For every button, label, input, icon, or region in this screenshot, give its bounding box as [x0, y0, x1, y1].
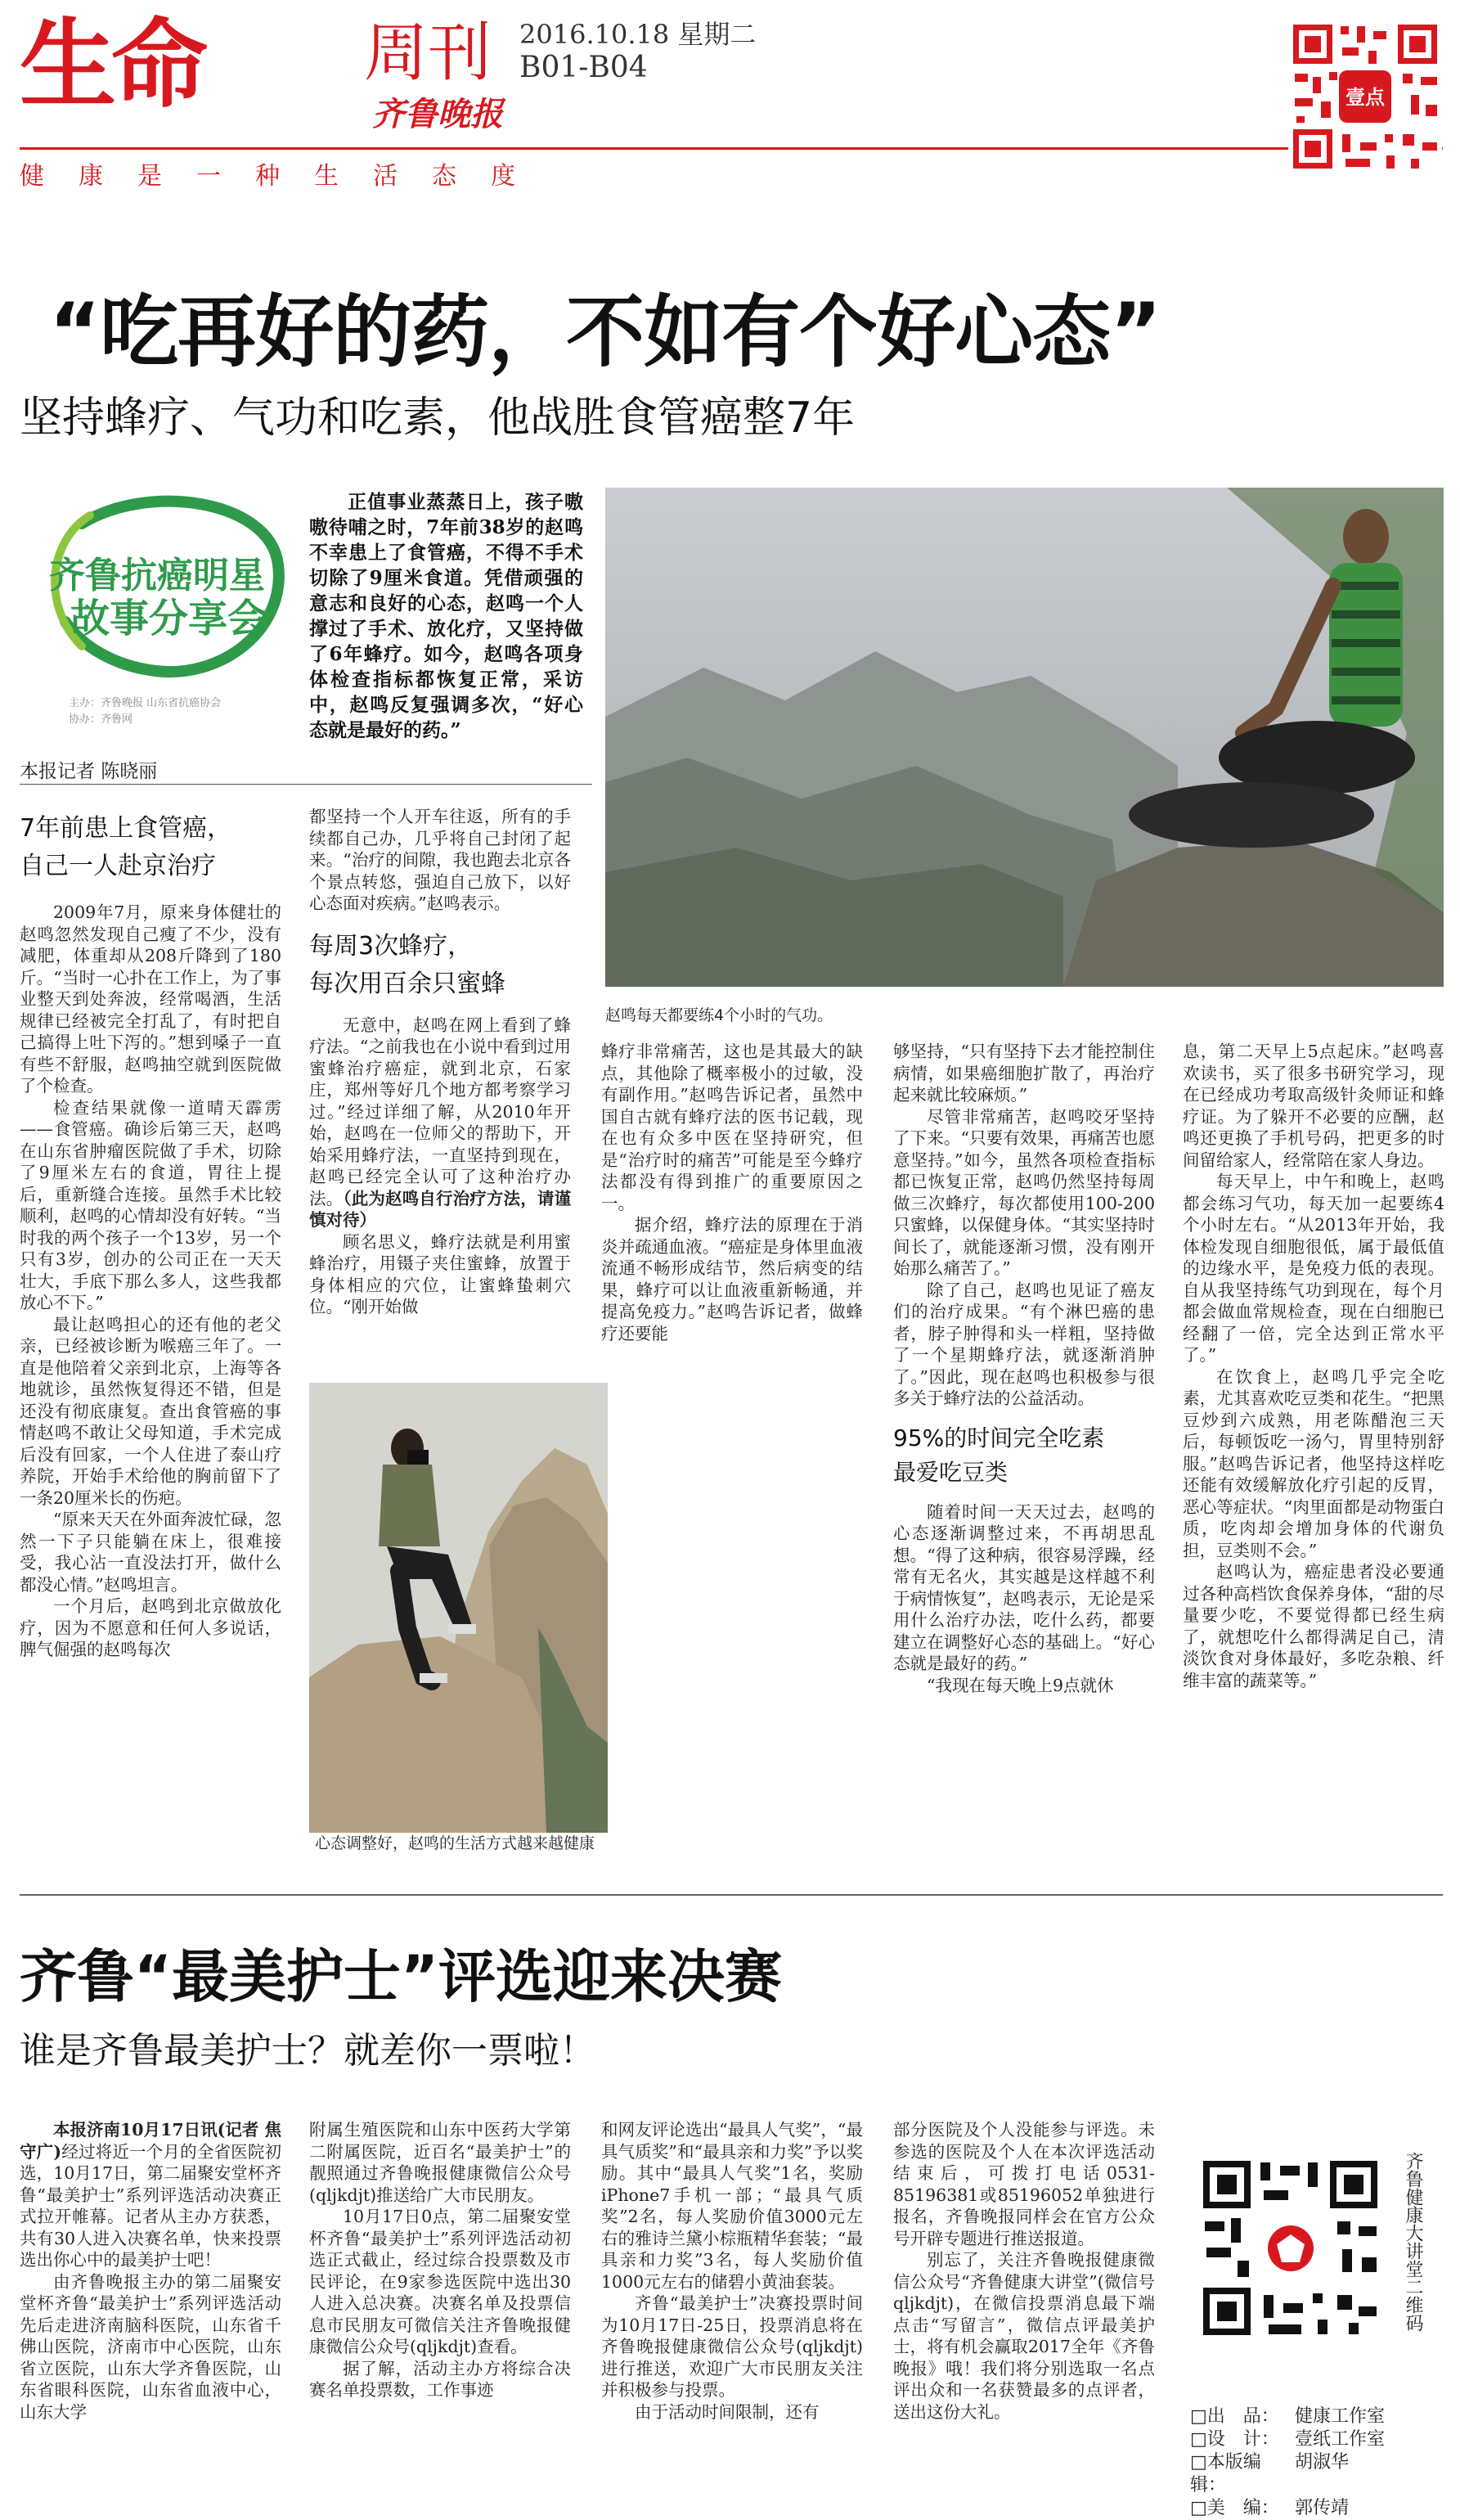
masthead-qr-code[interactable] — [1288, 20, 1442, 173]
paragraph: 顾名思义，蜂疗法就是利用蜜蜂治疗，用镊子夹住蜜蜂，放置于身体相应的穴位，让蜜蜂蛰刺穴位。“刚开始做 — [309, 1231, 571, 1316]
photographer-photo-illustration — [309, 1383, 608, 1833]
section-heading-3b: 最爱吃豆类 — [893, 1458, 1009, 1486]
headline: “吃再好的药，不如有个好心态” — [49, 286, 1161, 378]
credit-key: □美 编： — [1190, 2498, 1279, 2518]
credit-key: □出 品： — [1190, 2406, 1279, 2427]
masthead-weekly: 周刊 — [364, 16, 492, 90]
byline-rule — [20, 784, 592, 785]
paragraph: 由齐鲁晚报主办的第二届聚安堂杯齐鲁“最美护士”系列评选活动先后走进济南脑科医院，山东省千佛山医院，济南市中心医院，山东省立医院，山东大学齐鲁医院，山东省眼科医院，山东省血液中心，山东大学 — [20, 2271, 281, 2422]
paragraph-text: 经过将近一个月的全省医院初选，10月17日，第二届聚安堂杯齐鲁“最美护士”系列评选活动决赛正式拉开帷幕。记者从主办方获悉，共有30人进入决赛名单，快来投票选出你心中的最美护士吧！ — [20, 2141, 282, 2270]
paragraph: 赵鸣认为，癌症患者没必要通过各种高档饮食保养身体，“甜的尽量要少吃，不要觉得都已经生病了，就想吃什么都得满足自己，清淡饮食对身体最好，多吃杂粮、纤维丰富的蔬菜等。” — [1183, 1562, 1444, 1690]
photo2-caption: 心态调整好，赵鸣的生活方式越来越健康 — [315, 1834, 595, 1852]
paragraph: 每天早上，中午和晚上，赵鸣都会练习气功，每天加一起要练4个小时左右。“从2013年开始，我体检发现自细胞很低，属于最低值的边缘水平，是免疫力低的表现。自从我坚持练气功到现在，每个月都会做血常规检查，现在白细胞已经翻了一倍，完全达到正常水平了。” — [1183, 1172, 1444, 1365]
credit-row — [1190, 2451, 1385, 2497]
qr-code-icon — [1288, 20, 1442, 173]
paragraph: 息，第二天早上5点起床。”赵鸣喜欢读书，买了很多书研究学习，现在已经成功考取高级针灸师证和蜂疗证。为了躲开不必要的应酬，赵鸣还更换了手机号码，把更多的时间留给家人，经常陪在家人身边。 — [1183, 1042, 1444, 1170]
section-divider — [20, 1894, 1443, 1896]
paragraph: 除了自己，赵鸣也见证了癌友们的治疗成果。“有个淋巴癌的患者，脖子肿得和头一样粗，坚持做了一个星期蜂疗法，就逐渐消肿了。”因此，现在赵鸣也积极参与很多关于蜂疗法的公益活动。 — [893, 1280, 1155, 1408]
credit-key: □本版编辑： — [1190, 2452, 1261, 2495]
section-heading-2a: 每周3次蜂疗， — [309, 931, 473, 961]
paragraph: 部分医院及个人没能参与评选。未参选的医院及个人在本次评选活动结束后，可拨打电话0531-85196381或85196052单独进行报名，齐鲁晚报同样会在官方公众号开辟专题进行推送报道。 — [893, 2120, 1155, 2248]
paragraph: 随着时间一天天过去，赵鸣的心态逐渐调整过来，不再胡思乱想。“得了这种病，很容易浮躁，经常有无名火，其实越是这样越不利于病情恢复”，赵鸣表示，无论是采用什么治疗办法，吃什么药，都要建立在调整好心态的基础上。“好心态就是最好的药。” — [893, 1501, 1155, 1673]
paragraph: 一个月后，赵鸣到北京做放化疗，因为不愿意和任何人多说话，脾气倔强的赵鸣每次 — [20, 1596, 281, 1659]
subheadline: 坚持蜂疗、气功和吃素，他战胜食管癌整7年 — [20, 394, 856, 443]
qr-badge-label: 壹点 — [1345, 86, 1385, 109]
credit-key: □设 计： — [1190, 2429, 1279, 2450]
paragraph: 附属生殖医院和山东中医药大学第二附属医院，近百名“最美护士”的靓照通过齐鲁晚报健康微信公众号(qljkdjt)推送给广大市民朋友。 — [309, 2120, 571, 2205]
credit-value: 健康工作室 — [1295, 2406, 1386, 2427]
article-column-2 — [309, 806, 571, 1318]
page-credits — [1190, 2405, 1385, 2520]
credit-value: 郭传靖 — [1295, 2498, 1350, 2518]
paragraph: 和网友评论选出“最具人气奖”，“最具气质奖”和“最具亲和力奖”予以奖励。其中“最具人气奖”1名，奖励iPhone7手机一部；“最具气质奖”2名，每人奖励价值3000元左右的雅诗兰黛小棕瓶精华套装；“最具亲和力奖”3名，每人奖励价值1000元左右的储碧小黄油套装。 — [601, 2120, 863, 2292]
paragraph: 2009年7月，原来身体健壮的赵鸣忽然发现自己瘦了不少，没有减肥，体重却从208斤降到了180斤。“当时一心扑在工作上，为了事业整天到处奔波，经常喝酒，生活规律已经被完全打乱了，有时把自己搞得上吐下泻的。”想到嗓子一直有些不舒服，赵鸣抽空就到医院做了个检查。 — [20, 902, 281, 1096]
credit-value: 胡淑华 — [1295, 2452, 1350, 2473]
article-column-4 — [893, 1041, 1155, 1696]
paragraph: 够坚持，“只有坚持下去才能控制住病情，如果癌细胞扩散了，再治疗起来就比较麻烦。” — [893, 1042, 1155, 1105]
byline: 本报记者 陈晓丽 — [20, 761, 158, 782]
section-heading-2b: 每次用百余只蜜蜂 — [309, 969, 505, 998]
anti-cancer-stars-logo — [33, 491, 294, 695]
masthead-rule — [20, 147, 1443, 150]
credit-value: 壹纸工作室 — [1295, 2429, 1386, 2450]
section-heading-3a: 95%的时间完全吃素 — [893, 1424, 1105, 1451]
nurse-subheadline: 谁是齐鲁最美护士？就差你一票啦！ — [20, 2030, 595, 2072]
credit-row — [1190, 2428, 1385, 2451]
article-column-5 — [1183, 1041, 1444, 1691]
section-heading-1a: 7年前患上食管癌， — [20, 814, 232, 843]
paragraph-text: 无意中，赵鸣在网上看到了蜂疗法。“之前我也在小说中看到过用蜜蜂治疗癌症，就到北京，石家庄，郑州等好几个地方都考察学习过。”经过详细了解，从2010年开始，赵鸣在一位师父的帮助下，开始采用蜂疗法，一直坚持到现在，赵鸣已经完全认可了这种治疗办法。 — [309, 1015, 571, 1208]
credit-row — [1190, 2497, 1385, 2520]
paragraph — [20, 2119, 281, 2271]
masthead-pages: B01-B04 — [519, 51, 648, 84]
paragraph: 据了解，活动主办方将综合决赛名单投票数，工作事迹 — [309, 2358, 571, 2400]
article-intro — [309, 489, 583, 743]
paragraph: 尽管非常痛苦，赵鸣咬牙坚持了下来。“只要有效果，再痛苦也愿意坚持。”如今，虽然各项检查指标都已恢复正常，赵鸣仍然坚持每周做三次蜂疗，每次都使用100-200只蜜蜂，以保健身体。“其实坚持时间长了，就能逐渐习惯，没有刚开始那么痛苦了。” — [893, 1106, 1155, 1278]
masthead-slogan: 健康是一种生活态度 — [20, 162, 550, 191]
logo-line1: 齐鲁抗癌明星 — [49, 555, 265, 596]
paragraph: 齐鲁“最美护士”决赛投票时间为10月17日-25日，投票消息将在齐鲁晚报健康微信公众号(qljkdjt)进行推送，欢迎广大市民朋友关注并积极参与投票。 — [601, 2293, 863, 2400]
nurse-column-3 — [601, 2119, 863, 2423]
nurse-headline: 齐鲁“最美护士”评选迎来决赛 — [20, 1943, 783, 2010]
nurse-column-2 — [309, 2119, 571, 2401]
paragraph: 10月17日0点，第二届聚安堂杯齐鲁“最美护士”系列评选活动初选正式截止，经过综合投票数及市民评论，在9家参选医院中选出30人进入总决赛。决赛名单及投票信息市民朋友可微信关注齐鲁晚报健康微信公众号(qljkdjt)查看。 — [309, 2207, 571, 2356]
logo-organizer: 主办：齐鲁晚报 山东省抗癌协会 — [69, 697, 222, 709]
health-lecture-qr-code[interactable] — [1198, 2156, 1382, 2340]
masthead-date: 2016.10.18 星期二 — [519, 19, 757, 50]
paragraph: 据介绍，蜂疗法的原理在于消炎并疏通血液。“癌症是身体里血液流通不畅形成结节，然后病变的结果，蜂疗可以让血液重新畅通，并提高免疫力。”赵鸣告诉记者，做蜂疗还要能 — [601, 1215, 863, 1343]
disclaimer-note: （此为赵鸣自行治疗方法，请谨慎对待） — [309, 1188, 572, 1230]
credit-row — [1190, 2405, 1385, 2428]
logo-co-organizer: 协办：齐鲁网 — [69, 713, 133, 726]
paragraph: 由于活动时间限制，还有 — [635, 2401, 820, 2422]
paragraph: 在饮食上，赵鸣几乎完全吃素，尤其喜欢吃豆类和花生。“把黑豆炒到六成熟，用老陈醋泡三天后，每顿饭吃一汤勺，胃里特别舒服。”赵鸣告诉记者，他坚持这样吃还能有效缓解放化疗引起的反胃，恶心等症状。“肉里面都是动物蛋白质，吃肉却会增加身体的代谢负担，豆类则不会。” — [1183, 1366, 1444, 1560]
logo-leaf-icon — [33, 491, 294, 695]
paragraph — [309, 1015, 571, 1231]
article-column-3 — [601, 1041, 863, 1344]
paragraph: “原来天天在外面奔波忙碌，忽然一下子只能躺在床上，很难接受，我心沾一直没法打开，做什么都没心情。”赵鸣坦言。 — [20, 1510, 281, 1595]
intro-text: 正值事业蒸蒸日上，孩子嗷嗷待哺之时，7年前38岁的赵鸣不幸患上了食管癌，不得不手术切除了9厘米食道。凭借顽强的意志和良好的心态，赵鸣一个人撑过了手术、放化疗，又坚持做了6年蜂疗。如今，赵鸣各项身体检查指标都恢复正常，采访中，赵鸣反复强调多次，“好心态就是最好的药。” — [309, 491, 583, 741]
section-heading-1b: 自己一人赴京治疗 — [20, 852, 216, 880]
paragraph: 别忘了，关注齐鲁晚报健康微信公众号“齐鲁健康大讲堂”(微信号qljkdjt)，在微信投票消息最下端点击“写留言”，微信点评最美护士，将有机会赢取2017全年《齐鲁晚报》哦！我们将分别选取一名点评出众和一名获赞最多的点评者，送出这份大礼。 — [893, 2250, 1155, 2422]
paragraph: 蜂疗非常痛苦，这也是其最大的缺点，其他除了概率极小的过敏，没有副作用。”赵鸣告诉记者，虽然中国自古就有蜂疗法的医书记载，现在也有众多中医在坚持研究，但是“治疗时的痛苦”可能是至今蜂疗法都没有得到推广的重要原因之一。 — [601, 1042, 863, 1213]
nurse-dateline: 本报济南10月17日讯(记者 焦守广) — [20, 2120, 281, 2162]
photo1-caption: 赵鸣每天都要练4个小时的气功。 — [605, 1006, 833, 1024]
masthead-title: 生命 — [20, 8, 204, 121]
article-column-1 — [20, 810, 281, 1661]
photo-meditation — [605, 488, 1444, 987]
masthead-paper-name: 齐鲁晚报 — [372, 95, 503, 133]
photo-photographer — [309, 1383, 608, 1833]
qr-code-icon — [1198, 2156, 1382, 2340]
paragraph: 最让赵鸣担心的还有他的老父亲，已经被诊断为喉癌三年了。一直是他陪着父亲到北京，上海等各地就诊，虽然恢复得还不错，但是还没有彻底康复。查出食管癌的事情赵鸣不敢让父母知道，手术完成后没有回家，一个人住进了泰山疗养院，开始手术给他的胸前留下了一条20厘米长的伤疤。 — [20, 1314, 281, 1508]
qr-code-label: 齐鲁健康大讲堂二维码 — [1403, 2152, 1423, 2332]
paragraph: 检查结果就像一道晴天霹雳——食管癌。确诊后第三天，赵鸣在山东省肿瘤医院做了手术，切除了9厘米左右的食道，胃往上提后，重新缝合连接。虽然手术比较顺利，赵鸣的心情却没有好转。“当时我的两个孩子一个13岁，另一个只有3岁，创办的公司正在一天天壮大，手底下那么多人，这些我都放心不下。” — [20, 1097, 281, 1312]
nurse-column-4 — [893, 2119, 1155, 2423]
paragraph: 都坚持一个人开车往返，所有的手续都自己办，几乎将自己封闭了起来。“治疗的间隙，我也跑去北京各个景点转悠，强迫自己放下，以好心态面对疾病。”赵鸣表示。 — [309, 807, 571, 913]
logo-line2: 故事分享会 — [70, 596, 267, 641]
nurse-column-1 — [20, 2119, 281, 2423]
paragraph: “我现在每天晚上9点就休 — [927, 1675, 1114, 1695]
meditation-photo-illustration — [605, 488, 1444, 987]
